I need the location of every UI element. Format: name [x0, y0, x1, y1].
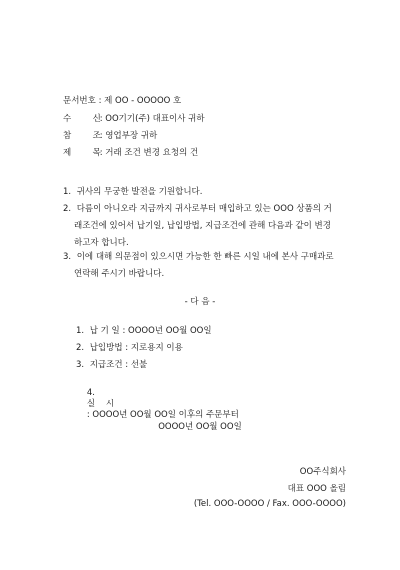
item-label: 지급조건	[89, 360, 123, 370]
item-number: 3.	[76, 360, 85, 370]
recipient-label-char-2: 신	[92, 114, 101, 124]
paragraph-3-line-1	[63, 252, 334, 263]
company-name: OO주식회사	[299, 467, 346, 477]
cc-row	[63, 131, 157, 142]
paragraph-3-number: 3.	[63, 252, 72, 262]
item-row	[76, 326, 212, 337]
cc-label-char-1: 참	[63, 131, 72, 141]
item-value: : 지로용지 이용	[125, 343, 183, 353]
paragraph-3-line-2	[74, 269, 164, 280]
item-number: 4.	[86, 388, 95, 398]
item-number: 2.	[76, 343, 85, 353]
paragraph-2-line-1	[63, 204, 332, 215]
subject-label	[63, 148, 101, 159]
recipient-label	[63, 114, 101, 125]
paragraph-2-text-3: 하고자 합니다.	[74, 238, 129, 248]
paragraph-2-line-2	[74, 221, 331, 232]
paragraph-2-line-3	[74, 238, 129, 249]
doc-number-label: 문서번호	[63, 96, 96, 106]
subject-label-char-2: 목	[92, 148, 101, 158]
doc-number-value: : 제 OO - OOOOO 호	[98, 96, 182, 106]
recipient-value: : OO기기(주) 대표이사 귀하	[99, 114, 205, 124]
contact-info: (Tel. OOO-OOOO / Fax. OOO-OOOO)	[193, 499, 346, 509]
cc-label-char-2: 조	[92, 131, 101, 141]
item-label: 납 기 일	[89, 326, 120, 336]
paragraph-2-text-2: 래조건에 있어서 납기일, 납입방법, 지급조건에 관해 다음과 같이 변경	[74, 221, 331, 231]
representative-name: 대표 OOO 올림	[287, 484, 346, 494]
paragraph-1-text: 귀사의 무궁한 발전을 기원합니다.	[76, 187, 203, 197]
paragraph-1-number: 1.	[63, 187, 72, 197]
recipient-label-char-1: 수	[63, 114, 72, 124]
item-value: : 선불	[125, 360, 148, 370]
notice-heading: - 다 음 -	[184, 297, 216, 307]
cc-value: : 영업부장 귀하	[99, 131, 158, 141]
item-value: : OOOO년 OO월 OO일	[122, 326, 212, 336]
item-label: 납입방법	[89, 343, 123, 353]
item-label: 실 시	[86, 399, 115, 409]
paragraph-1	[63, 187, 202, 198]
item-row	[76, 360, 147, 371]
subject-value: : 거래 조건 변경 요청의 건	[99, 148, 199, 158]
item-value: : OOOO년 OO월 OO일 이후의 주문부터	[86, 410, 239, 420]
paragraph-2-text-1: 다름이 아니오라 지금까지 귀사로부터 매입하고 있는 OOO 상품의 거	[76, 204, 332, 214]
doc-number-row	[63, 96, 181, 107]
document-date: OOOO년 OO월 OO일	[158, 422, 242, 432]
subject-label-char-1: 제	[63, 148, 72, 158]
paragraph-2-number: 2.	[63, 204, 72, 214]
subject-row	[63, 148, 198, 159]
item-row	[76, 343, 183, 354]
recipient-row	[63, 114, 205, 125]
cc-label	[63, 131, 101, 142]
paragraph-3-text-1: 이에 대해 의문점이 있으시면 가능한 한 빠른 시일 내에 본사 구매과로	[76, 252, 334, 262]
item-number: 1.	[76, 326, 85, 336]
paragraph-3-text-2: 연락해 주시기 바랍니다.	[74, 269, 165, 279]
